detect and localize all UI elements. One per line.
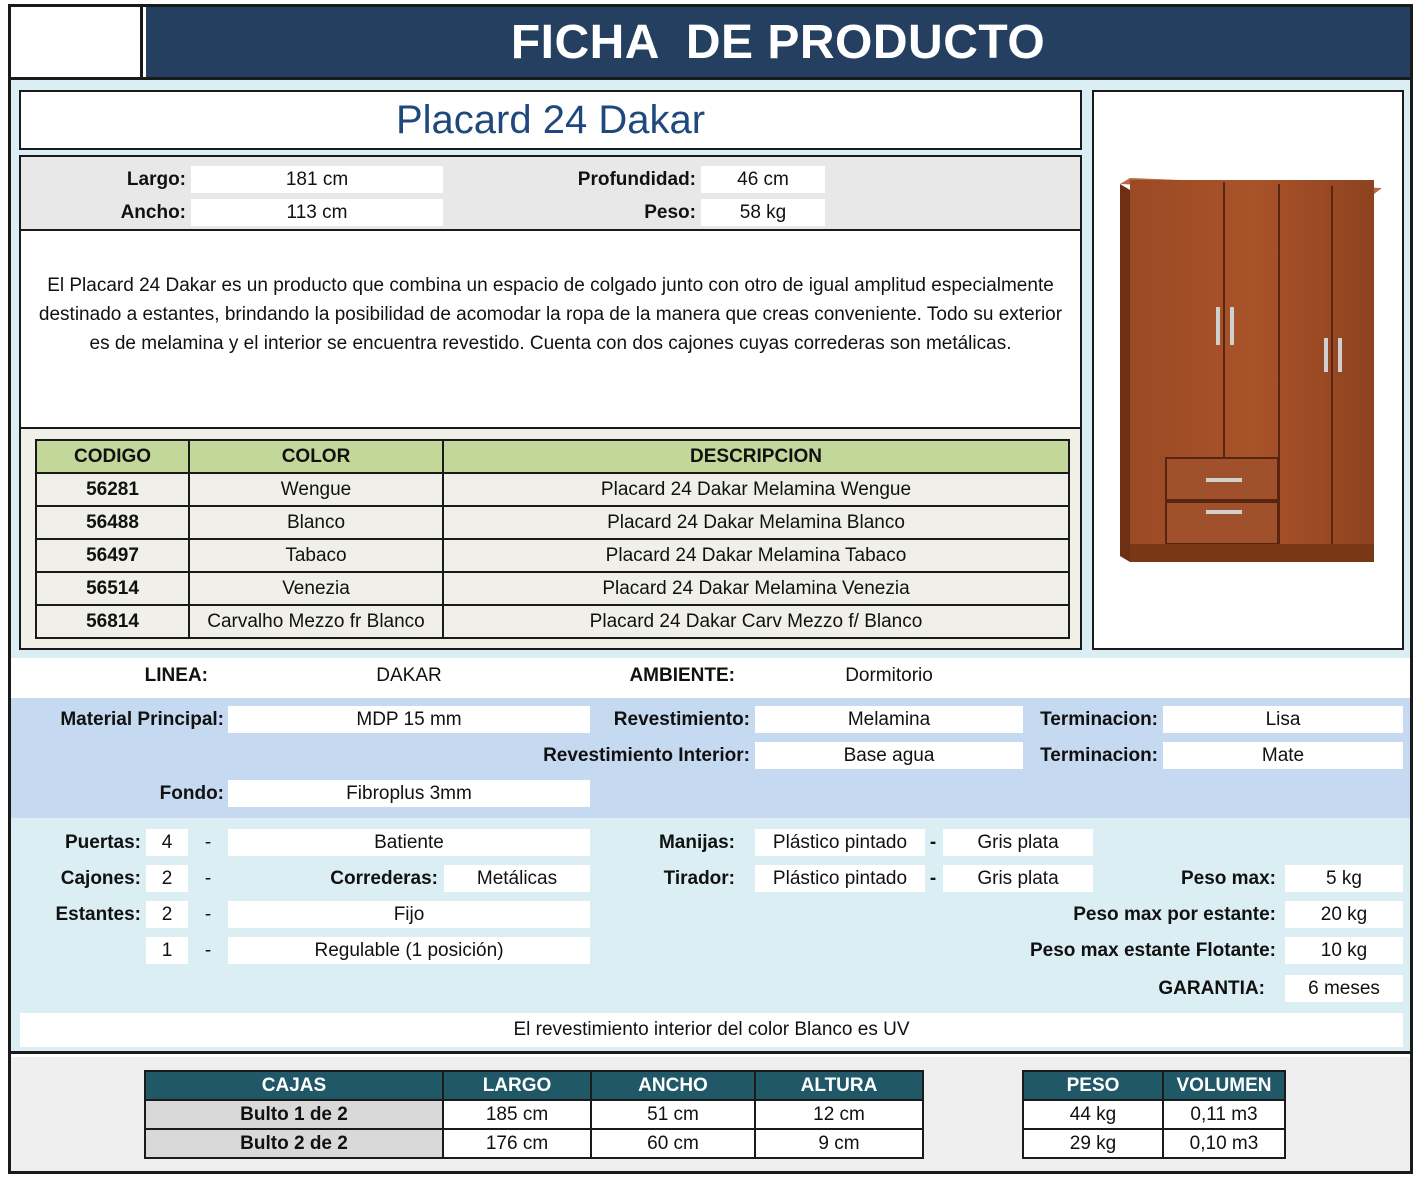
peso-max-value: 5 kg (1285, 865, 1403, 892)
table-row (36, 605, 1069, 638)
tirador-material: Plástico pintado (755, 865, 925, 892)
header-descripcion: DESCRIPCION (443, 440, 1069, 473)
row-code: 56281 (36, 473, 189, 506)
tirador-color: Gris plata (943, 865, 1093, 892)
estantes-qty: 2 (146, 901, 188, 928)
estantes-dash: - (204, 904, 212, 925)
product-image-box (1092, 90, 1404, 650)
linea-label: LINEA: (144, 665, 208, 686)
box-largo: 176 cm (443, 1129, 591, 1158)
cajones-label: Cajones: (60, 868, 141, 889)
box-name: Bulto 2 de 2 (145, 1129, 443, 1158)
logo-area (11, 7, 143, 78)
table-row (36, 473, 1069, 506)
row-desc: Placard 24 Dakar Melamina Wengue (443, 473, 1069, 506)
box-ancho: 60 cm (591, 1129, 755, 1158)
row-code: 56514 (36, 572, 189, 605)
weight-volumen: 0,10 m3 (1163, 1129, 1285, 1158)
row-code: 56497 (36, 539, 189, 572)
estantes-2-type: Regulable (1 posición) (228, 937, 590, 964)
weight-volumen: 0,11 m3 (1163, 1100, 1285, 1129)
peso-max-label: Peso max: (1180, 868, 1276, 889)
row-color: Wengue (189, 473, 443, 506)
peso-flotante-value: 10 kg (1285, 937, 1403, 964)
terminacion-2-value: Mate (1163, 742, 1403, 769)
ambiente-label: AMBIENTE: (629, 665, 735, 686)
row-color: Carvalho Mezzo fr Blanco (189, 605, 443, 638)
page-header (146, 7, 1410, 78)
puertas-qty: 4 (146, 829, 188, 856)
row-color: Tabaco (189, 539, 443, 572)
correderas-label: Correderas: (330, 868, 438, 889)
product-name-box (19, 90, 1082, 150)
peso-value: 58 kg (701, 199, 825, 226)
garantia-label: GARANTIA: (1158, 978, 1265, 999)
peso-label: Peso: (644, 202, 696, 223)
terminacion-1-value: Lisa (1163, 706, 1403, 733)
linea-value: DAKAR (228, 662, 590, 689)
material-principal-label: Material Principal: (60, 709, 224, 730)
revestimiento-label: Revestimiento: (613, 709, 750, 730)
dimensions-panel (21, 157, 1080, 231)
material-principal-value: MDP 15 mm (228, 706, 590, 733)
header-peso: PESO (1023, 1071, 1163, 1100)
header-volumen: VOLUMEN (1163, 1071, 1285, 1100)
largo-value: 181 cm (191, 166, 443, 193)
row-code: 56488 (36, 506, 189, 539)
header-altura: ALTURA (755, 1071, 923, 1100)
row-desc: Placard 24 Dakar Melamina Blanco (443, 506, 1069, 539)
peso-estante-value: 20 kg (1285, 901, 1403, 928)
wardrobe-image (1094, 92, 1402, 648)
product-name: Placard 24 Dakar (395, 98, 706, 142)
table-row (36, 572, 1069, 605)
estantes-2-dash: - (204, 940, 212, 961)
note-text: El revestimiento interior del color Blanco es UV (20, 1013, 1403, 1047)
terminacion-2-label: Terminacion: (1040, 745, 1158, 766)
description: El Placard 24 Dakar es un producto que combina un espacio de colgado junto con otro de igual amplitud especialmente destinado a estantes, brindando la posibilidad de acomodar la ropa de la manera que creas conveniente. Todo su exterior es de melamina y el interior se encuentra revestido. Cuenta con dos cajones cuyas correderas son metálicas. (38, 275, 1063, 354)
fondo-label: Fondo: (159, 783, 224, 804)
manijas-color: Gris plata (943, 829, 1093, 856)
box-largo: 185 cm (443, 1100, 591, 1129)
table-row (145, 1100, 923, 1129)
table-row (36, 539, 1069, 572)
tirador-dash: - (929, 868, 937, 889)
ancho-label: Ancho: (120, 202, 186, 223)
variants-table (35, 439, 1070, 639)
fondo-value: Fibroplus 3mm (228, 780, 590, 807)
largo-label: Largo: (126, 169, 186, 190)
table-row (1023, 1129, 1285, 1158)
weights-table (1022, 1070, 1286, 1159)
puertas-dash: - (204, 832, 212, 853)
revestimiento-interior-value: Base agua (755, 742, 1023, 769)
ancho-value: 113 cm (191, 199, 443, 226)
row-color: Venezia (189, 572, 443, 605)
variants-panel (21, 427, 1080, 648)
table-row (1023, 1100, 1285, 1129)
puertas-label: Puertas: (64, 832, 141, 853)
manijas-label: Manijas: (658, 832, 735, 853)
terminacion-1-label: Terminacion: (1040, 709, 1158, 730)
header-cajas: CAJAS (145, 1071, 443, 1100)
estantes-label: Estantes: (55, 904, 141, 925)
estantes-type: Fijo (228, 901, 590, 928)
row-desc: Placard 24 Dakar Melamina Tabaco (443, 539, 1069, 572)
profundidad-value: 46 cm (701, 166, 825, 193)
box-altura: 12 cm (755, 1100, 923, 1129)
revestimiento-value: Melamina (755, 706, 1023, 733)
manijas-dash: - (929, 832, 937, 853)
header-largo: LARGO (443, 1071, 591, 1100)
row-desc: Placard 24 Dakar Carv Mezzo f/ Blanco (443, 605, 1069, 638)
specs-block (19, 155, 1082, 650)
box-name: Bulto 1 de 2 (145, 1100, 443, 1129)
row-color: Blanco (189, 506, 443, 539)
row-desc: Placard 24 Dakar Melamina Venezia (443, 572, 1069, 605)
header-ancho: ANCHO (591, 1071, 755, 1100)
boxes-table (144, 1070, 924, 1159)
ambiente-value: Dormitorio (755, 662, 1023, 689)
weight-peso: 29 kg (1023, 1129, 1163, 1158)
puertas-type: Batiente (228, 829, 590, 856)
profundidad-label: Profundidad: (577, 169, 696, 190)
tirador-label: Tirador: (663, 868, 735, 889)
manijas-material: Plástico pintado (755, 829, 925, 856)
revestimiento-interior-label: Revestimiento Interior: (543, 745, 750, 766)
table-row (36, 506, 1069, 539)
weight-peso: 44 kg (1023, 1100, 1163, 1129)
box-altura: 9 cm (755, 1129, 923, 1158)
peso-flotante-label: Peso max estante Flotante: (1029, 940, 1276, 961)
peso-estante-label: Peso max por estante: (1073, 904, 1276, 925)
box-ancho: 51 cm (591, 1100, 755, 1129)
cajones-qty: 2 (146, 865, 188, 892)
header-codigo: CODIGO (36, 440, 189, 473)
table-row (145, 1129, 923, 1158)
estantes-2-qty: 1 (146, 937, 188, 964)
garantia-value: 6 meses (1285, 975, 1403, 1002)
header-color: COLOR (189, 440, 443, 473)
row-code: 56814 (36, 605, 189, 638)
correderas-value: Metálicas (444, 865, 590, 892)
cajones-dash: - (204, 868, 212, 889)
page-title: FICHA DE PRODUCTO (510, 16, 1046, 69)
